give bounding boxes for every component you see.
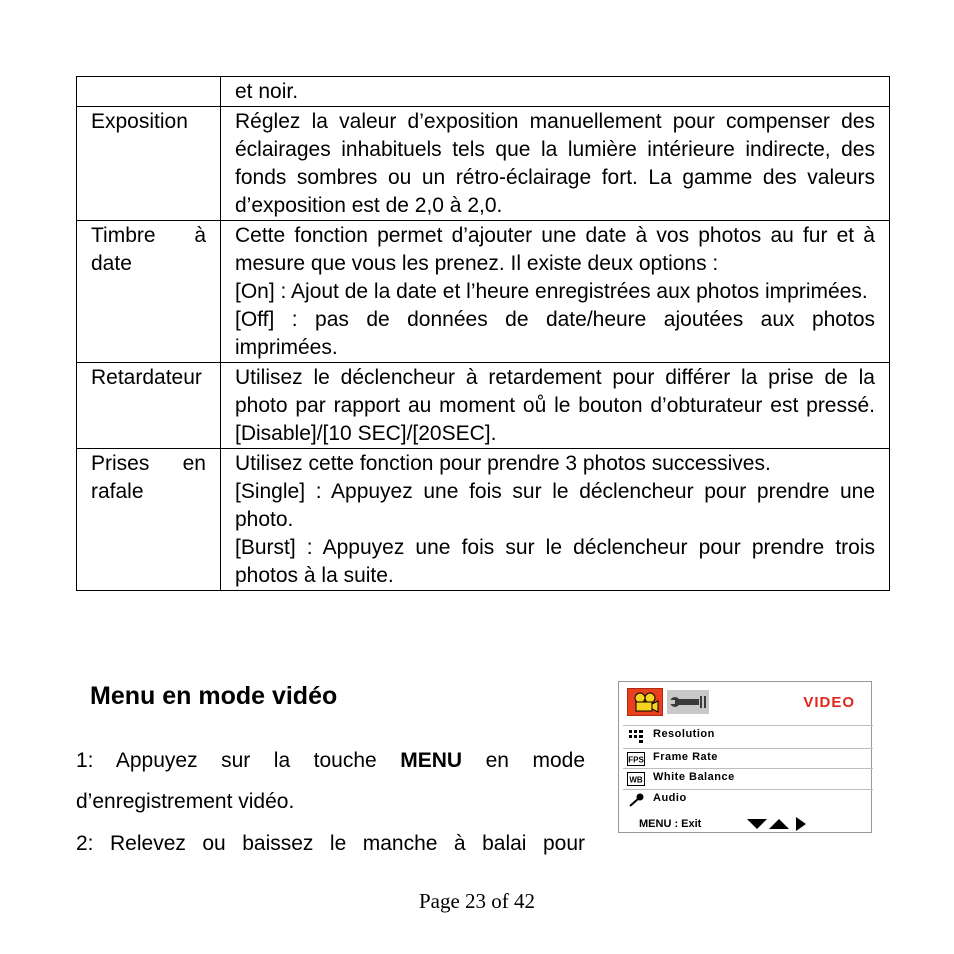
description-paragraph: [Single] : Appuyez une fois sur le déclencheur pour prendre une photo.: [235, 480, 875, 531]
setting-description: [221, 77, 890, 107]
table-row: [77, 221, 890, 363]
description-paragraph: [Off] : pas de données de date/heure ajoutées aux photos imprimées.: [235, 308, 875, 359]
resolution-icon: [627, 729, 645, 743]
step-2: 2: Relevez ou baissez le manche à balai pour: [76, 832, 585, 855]
wb-icon: [627, 772, 645, 786]
video-camera-tab-icon: [627, 688, 663, 716]
menu-item-label: Audio: [653, 792, 687, 804]
menu-exit-label: MENU : Exit: [639, 818, 702, 830]
setting-name: [77, 77, 221, 107]
step-1-continued: d’enregistrement vidéo.: [76, 790, 295, 813]
menu-item-white-balance: [623, 768, 873, 788]
video-menu-screenshot: [618, 681, 872, 833]
menu-item-label: White Balance: [653, 771, 735, 783]
description-paragraph: [Burst] : Appuyez une fois sur le déclencheur pour prendre trois photos à la suite.: [235, 536, 875, 587]
setting-name: Retardateur: [77, 363, 221, 449]
setting-description: [221, 107, 890, 221]
menu-item-frame-rate: [623, 748, 873, 768]
menu-title: VIDEO: [803, 694, 855, 711]
page-number: Page 23 of 42: [418, 889, 536, 913]
setting-description: [221, 363, 890, 449]
menu-footer: [619, 812, 871, 832]
setting-name: Prises en rafale: [77, 449, 221, 591]
setting-description: [221, 221, 890, 363]
microphone-icon: [627, 793, 645, 807]
description-paragraph: [On] : Ajout de la date et l’heure enregistrées aux photos imprimées.: [235, 280, 868, 303]
description-paragraph: Utilisez le déclencheur à retardement pour différer la prise de la photo par rapport au moment oů le bouton d’obturateur est pressé. [Disable]/[10 SEC]/[20SEC].: [235, 366, 875, 445]
setting-name: Exposition: [77, 107, 221, 221]
settings-table: [76, 76, 890, 591]
table-row: [77, 363, 890, 449]
svg-text:FPS: FPS: [628, 755, 644, 765]
description-paragraph: Utilisez cette fonction pour prendre 3 photos successives.: [235, 452, 771, 475]
step-1: 1: Appuyez sur la touche MENU en mode: [76, 749, 585, 772]
menu-header: [619, 682, 871, 722]
menu-item-label: Frame Rate: [653, 751, 718, 763]
navigation-arrows-icon: [747, 817, 809, 836]
description-paragraph: et noir.: [235, 80, 299, 103]
table-row: [77, 107, 890, 221]
svg-text:WB: WB: [629, 775, 643, 785]
menu-item-label: Resolution: [653, 728, 715, 740]
menu-key-label: MENU: [400, 749, 463, 772]
section-title: Menu en mode vidéo: [90, 682, 338, 710]
setting-description: [221, 449, 890, 591]
fps-icon: [627, 752, 645, 766]
menu-item-resolution: [623, 725, 873, 745]
wrench-tab-icon: [667, 690, 709, 714]
menu-item-audio: [623, 789, 873, 809]
table-row: [77, 449, 890, 591]
setting-name: Timbre à date: [77, 221, 221, 363]
table-row: [77, 77, 890, 107]
description-paragraph: Réglez la valeur d’exposition manuellement pour compenser des éclairages inhabituels tels que la lumière intérieure indirecte, des fonds sombres ou un rétro-éclairage fort. La gamme des valeurs d’exposition est de 2,0 à 2,0.: [235, 110, 875, 217]
description-paragraph: Cette fonction permet d’ajouter une date à vos photos au fur et à mesure que vous les prenez. Il existe deux options :: [235, 224, 875, 275]
